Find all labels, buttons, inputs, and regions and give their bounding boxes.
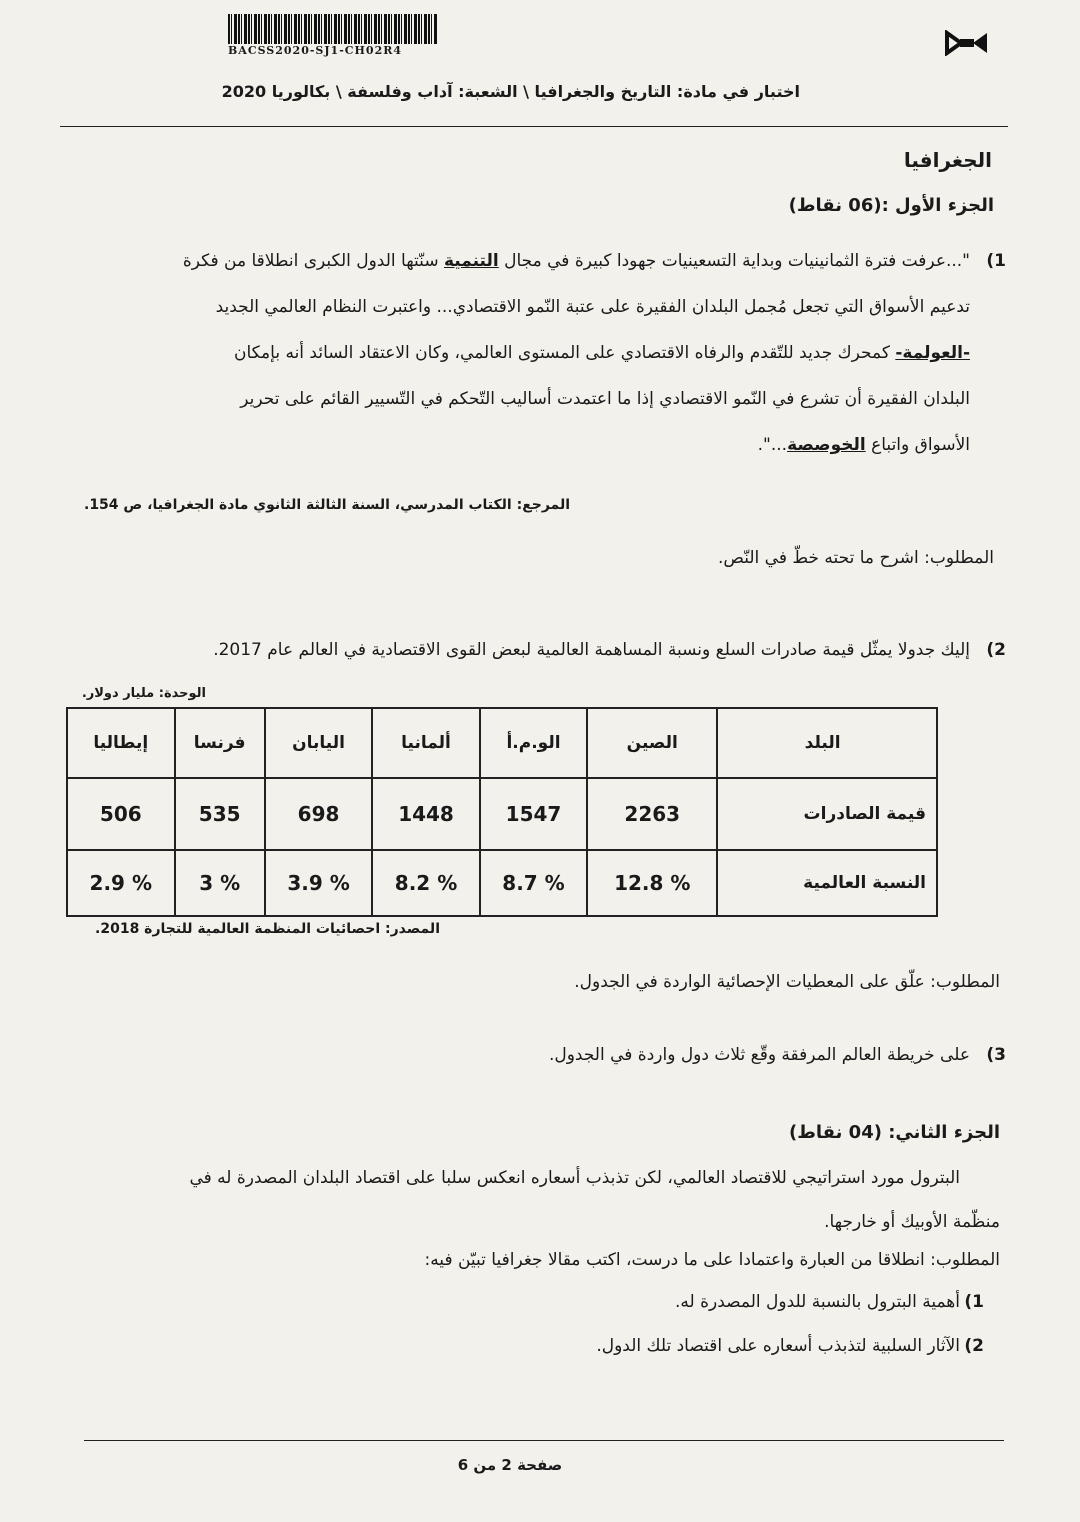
table-cell: % 3: [175, 850, 265, 916]
term-globalization: -العولمة-: [895, 343, 970, 363]
table-header-cell: إيطاليا: [67, 708, 175, 778]
footer-divider: [84, 1440, 1004, 1441]
table-cell: 698: [265, 778, 372, 850]
q1-line5: الأسواق واتباع الخوصصة...".: [757, 435, 970, 455]
exports-table: [66, 707, 938, 917]
q2-unit: الوحدة: مليار دولار.: [81, 686, 206, 701]
table-cell: 535: [175, 778, 265, 850]
part2-item-2: 2) الآثار السلبية لتذبذب أسعاره على اقتصاد تلك الدول.: [596, 1336, 984, 1356]
table-cell: 1448: [372, 778, 479, 850]
q1-task: المطلوب: اشرح ما تحته خطّ في النّص.: [717, 548, 994, 568]
table-cell: النسبة العالمية: [717, 850, 937, 916]
part2-statement-line1: البترول مورد استراتيجي للاقتصاد العالمي، لكن تذبذب أسعاره انعكس سلبا على اقتصاد البلدان المصدرة له في: [189, 1168, 960, 1188]
table-row: [67, 850, 937, 916]
page-number: صفحة 2 من 6: [457, 1456, 563, 1474]
q1-line1: "...عرفت فترة الثمانينيات وبداية التسعينيات جهودا كبيرة في مجال التنمية سنّتها الدول الكبرى انطلاقا من فكرة: [182, 251, 970, 271]
table-header-cell: فرنسا: [175, 708, 265, 778]
table-header-cell: الو.م.أ: [480, 708, 587, 778]
barcode: [228, 14, 438, 44]
table-header-cell: الصين: [587, 708, 717, 778]
q1-line4: البلدان الفقيرة أن تشرع في النّمو الاقتصادي إذا ما اعتمدت أساليب التّحكم في التّسيير القائم على تحرير: [240, 389, 970, 409]
q1-line3: -العولمة- كمحرك جديد للتّقدم والرفاه الاقتصادي على المستوى العالمي، وكان الاعتقاد السائد أنه بإمكان: [233, 343, 970, 363]
q2-source: المصدر: احصائيات المنظمة العالمية للتجارة 2018.: [95, 921, 440, 937]
table-cell: 1547: [480, 778, 587, 850]
table-cell: % 8.7: [480, 850, 587, 916]
part2-task: المطلوب: انطلاقا من العبارة واعتمادا على ما درست، اكتب مقالا جغرافيا تبيّن فيه:: [424, 1250, 1000, 1270]
part1-title: الجزء الأول :(06 نقاط): [788, 195, 994, 216]
table-cell: 2263: [587, 778, 717, 850]
table-cell: % 2.9: [67, 850, 175, 916]
exam-code: BACSS2020-SJ1-CH02R4: [228, 44, 403, 57]
q3-text: 3) على خريطة العالم المرفقة وقّع ثلاث دول واردة في الجدول.: [548, 1045, 1006, 1065]
part2-statement-line2: منظّمة الأوبيك أو خارجها.: [824, 1212, 1000, 1232]
term-privatization: الخوصصة: [787, 435, 866, 455]
part2-title: الجزء الثاني: (04 نقاط): [789, 1122, 1000, 1143]
q1-number: 1): [986, 251, 1006, 271]
q1-reference: المرجع: الكتاب المدرسي، السنة الثالثة الثانوي مادة الجغرافيا، ص 154.: [83, 497, 570, 513]
part2-item-1: 1) أهمية البترول بالنسبة للدول المصدرة له.: [674, 1292, 984, 1312]
q1-paragraph: [60, 238, 1006, 468]
table-cell: قيمة الصادرات: [717, 778, 937, 850]
subject-line: اختبار في مادة: التاريخ والجغرافيا \ الشعبة: آداب وفلسفة \ بكالوريا 2020: [221, 82, 800, 101]
logo-icon: [945, 30, 989, 56]
table-header-row: [67, 708, 937, 778]
q1-line2: تدعيم الأسواق التي تجعل مُجمل البلدان الفقيرة على عتبة النّمو الاقتصادي... واعتبرت النظام العالمي الجديد: [215, 297, 970, 317]
table-row: [67, 778, 937, 850]
table-cell: % 8.2: [372, 850, 479, 916]
table-cell: 506: [67, 778, 175, 850]
q3-number: 3): [986, 1045, 1006, 1065]
section-title: الجغرافيا: [903, 148, 992, 172]
table-header-cell: البلد: [717, 708, 937, 778]
table-header-cell: ألمانيا: [372, 708, 479, 778]
q2-intro: 2) إليك جدولا يمثّل قيمة صادرات السلع ونسبة المساهمة العالمية لبعض القوى الاقتصادية في العالم عام 2017.: [213, 640, 1006, 660]
table-header-cell: اليابان: [265, 708, 372, 778]
table-cell: % 12.8: [587, 850, 717, 916]
q2-task: المطلوب: علّق على المعطيات الإحصائية الواردة في الجدول.: [574, 972, 1000, 992]
q2-number: 2): [986, 640, 1006, 660]
table-cell: % 3.9: [265, 850, 372, 916]
header-divider: [60, 126, 1008, 127]
term-development: التنمية: [443, 251, 499, 271]
